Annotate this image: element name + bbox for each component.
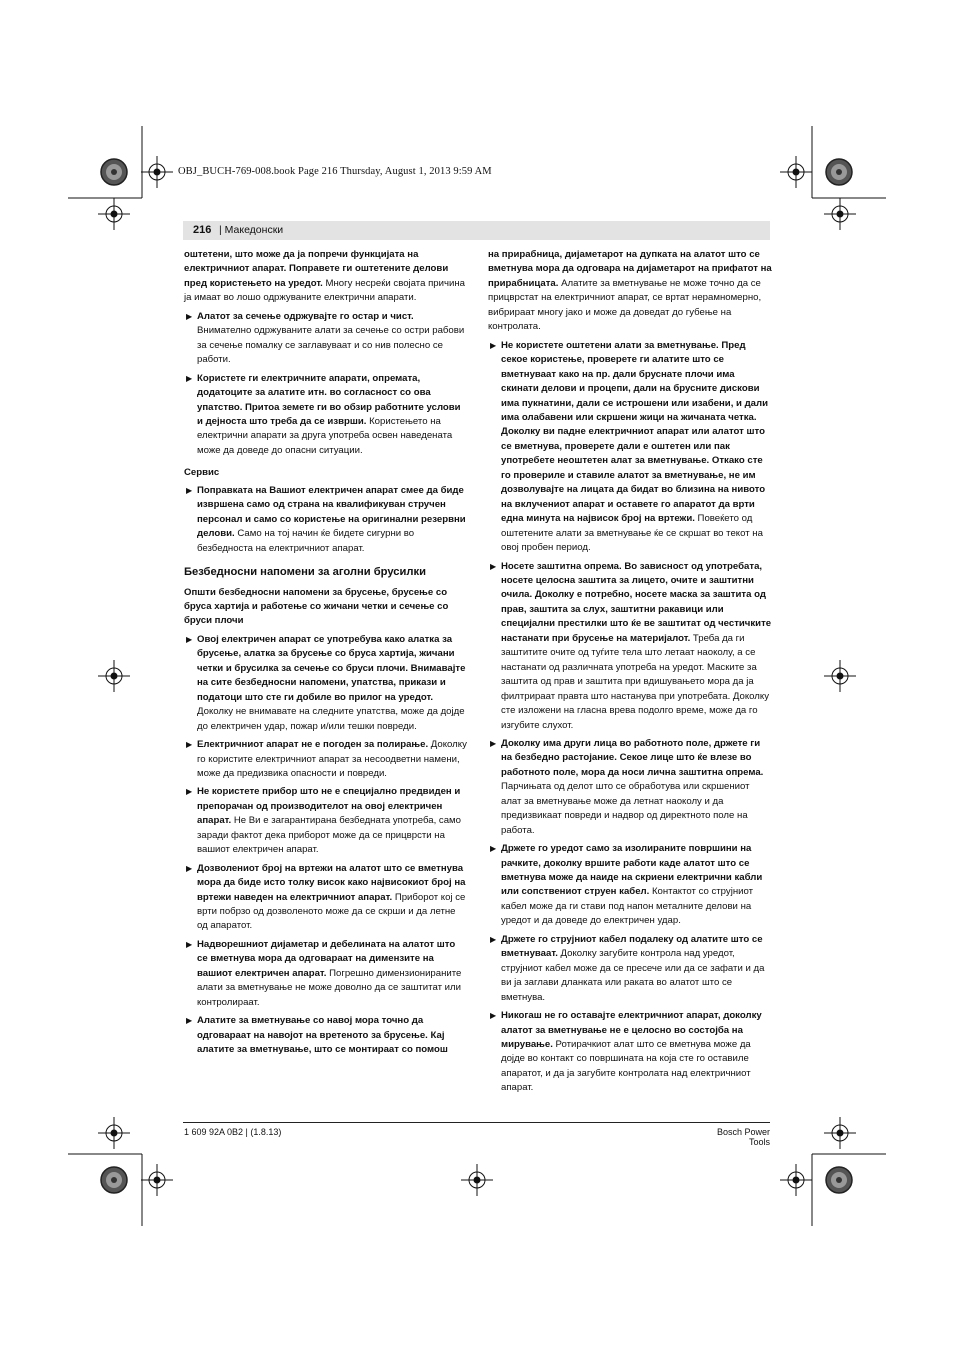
color-wheel-icon <box>826 1167 852 1193</box>
bullet-triangle-icon: ▶ <box>490 340 497 350</box>
footer-doc-number: 1 609 92A 0B2 | (1.8.13) <box>184 1127 282 1137</box>
list-item: ▶ Надворешниот дијаметар и дебелината на алатот што се вметнува мора да одговараат на димензите на вашиот електричен апарат. Погрешно димензионираните алати за вметнување не може доволно да се заштитат или контролираат. <box>186 938 462 1008</box>
list-item: ▶ Овој електричен апарат се употребува како алатка за брусење, алатка за брусење со бруса хартија, жичани четки и брусилка за сечење со бруси плочи. Внимавајте на сите безбедносни напомени, упатства, прикази и податоци што сте ги добиле во прилог на уредот. Доколку не внимавате на следните упатства, може да дојде до електричен удар, пожар и/или тешки повреди. <box>186 633 466 732</box>
bullet-triangle-icon: ▶ <box>490 561 497 571</box>
list-item: ▶ Носете заштитна опрема. Во зависност од употребата, носете целосна заштита за лицето, очите и заштитни очила. Доколку е потребно, носете маска за заштита од прав, заштита за слух, заштитни ракавици или специјални престилки што ќе ве заштитат од честичките настанати при брусење на материјалот. Треба да ги заштитите очите од туѓите тела што летаат наоколу, а се настанати од различната употреба на уредот. Маските за заштита од прав и заштита при вдишувањето мора да ја филтрираат правта што настанува при употребата. Доколку сте изложени на гласна врева подолго време, може да го изгубите слухот. <box>490 560 772 731</box>
list-item: ▶ Електричниот апарат не е погоден за полирање. Доколку го користите електричниот апарат за несоодветни намени, може да предизвика опасности и повреди. <box>186 739 467 779</box>
bullet-triangle-icon: ▶ <box>186 863 193 873</box>
right-column <box>488 248 772 1100</box>
list-item: ▶ Поправката на Вашиот електричен апарат смее да биде извршена само од страна на квалификуван стручен персонал и само со користење на оригинални резервни делови. Само на тој начин ќе бидете сигурни во безбедноста на електричниот апарат. <box>186 484 466 554</box>
crosshair-registration-icon <box>98 660 130 692</box>
list-item: ▶ Држете го струјниот кабел подалеку од алатите што се вметнуваат. Доколку загубите контрола над уредот, струјниот кабел може да се пресече или да се зафати и да ви ја заглави дланката или раката во алатот што се вметнува. <box>490 933 765 1003</box>
list-item: ▶ Користете ги електричните апарати, опремата, додатоците за алатите итн. во согласност со ова упатство. Притоа земете ги во обзир работните услови и дејноста што треба да се изврши. Користењето на електрични апарати за друга употреба освен наведената може да доведе до опасни ситуации. <box>186 372 461 456</box>
crosshair-registration-icon <box>824 1117 856 1149</box>
bullet-triangle-icon: ▶ <box>490 934 497 944</box>
list-item: ▶ Не користете оштетени алати за вметнување. Пред секое користење, проверете ги алатите што се вметнуваат како на пр. дали бруснате плочи има скинати делови и процепи, дали на брусните дискови има пукнатини, дали се истрошени или изабени, и дали има олабавени или скршени жици на жичаната четка. Доколку ви падне електричниот апарат или алатот што се вметнува, проверете дали е оштетен или пак употребете неоштетен алат за вметнување. Откако сте го провериле и ставиле алатот за вметнување, не им дозволувајте на лицата да бидат во близина на нивото на вклучениот апарат и оставете го апаратот да врти една минута на највисок број на вртежи. Повеќето од оштетените алати за вметнување ќе се скршат во текот на овој пробен период. <box>490 339 769 554</box>
crosshair-registration-icon <box>780 156 812 188</box>
footer-rule <box>183 1122 770 1123</box>
crosshair-registration-icon <box>824 198 856 230</box>
list-item: ▶ Доколку има други лица во работното поле, држете ги на безбедно растојание. Секое лице што ќе влезе во работното поле, мора да носи лична заштитна опрема. Парчињата од делот што се обработува или скршениот алат за вметнување може да летнат наоколу и да предизвикаат повреди и надвор од директното поле на работа. <box>490 737 764 836</box>
print-slug: OBJ_BUCH-769-008.book Page 216 Thursday, August 1, 2013 9:59 AM <box>178 166 492 177</box>
list-item: ▶ Дозволениот број на вртежи на алатот што се вметнува мора да биде исто толку висок како највисокиот број на вртежи наведен на електричниот апарат. Приборот кој се врти побрзо од дозволеното може да се скрши и да летне од апаратот. <box>186 862 466 932</box>
crosshair-registration-icon <box>824 660 856 692</box>
bullet-triangle-icon: ▶ <box>186 373 193 383</box>
section-heading: Безбедносни напомени за аголни брусилки <box>184 566 426 579</box>
crosshair-registration-icon <box>98 1117 130 1149</box>
crosshair-registration-icon <box>98 198 130 230</box>
left-column <box>184 248 468 1062</box>
list-item: ▶ Никогаш не го оставајте електричниот апарат, доколку алатот за вметнување не е целосно во состојба на мирување. Ротирачкиот алат што се вметнува може да дојде во контакт со површината на која сте го оставиле апаратот, и да ја загубите контролата над електричниот апарат. <box>490 1010 762 1094</box>
bullet-triangle-icon: ▶ <box>186 311 193 321</box>
crosshair-registration-icon <box>461 1164 493 1196</box>
bullet-triangle-icon: ▶ <box>186 485 193 495</box>
list-item: ▶ Алатите за вметнување со навој мора точно да одговараат на навојот на вретеното за брусење. Кај алатите за вметнување, што се монтираат со помош <box>186 1015 448 1056</box>
section-heading-service: Сервис <box>184 467 220 479</box>
crosshair-registration-icon <box>141 156 173 188</box>
bullet-triangle-icon: ▶ <box>490 738 497 748</box>
page-number: 216 <box>193 224 212 236</box>
crosshair-registration-icon <box>780 1164 812 1196</box>
subheading: Општи безбедносни напомени за брусење, брусење со бруса хартија и работење со жичани четки и сечење со бруси плочи <box>184 586 449 627</box>
language-name: Македонски <box>224 224 284 236</box>
bullet-triangle-icon: ▶ <box>490 844 497 854</box>
list-item: ▶ Не користете прибор што не е специјално предвиден и препорачан од производителот на овој електричен апарат. Не Ви е загарантирана безбедната употреба, само заради фактот дека приборот може да се прицврсти на вашиот електричен апарат. <box>186 786 461 856</box>
bullet-triangle-icon: ▶ <box>186 939 193 949</box>
page-header <box>183 221 770 240</box>
list-item: ▶ Држете го уредот само за изолираните површини на рачките, доколку вршите работи каде алатот што се вметнува може да наиде на скриени електрични кабли или сопствениот струен кабел. Контактот со струјниот кабел може да ги стави под напон металните делови на уредот и да доведе до електричен удар. <box>490 843 763 927</box>
list-item: ▶ Алатот за сечење одржувајте го остар и чист. Внимателно одржуваните алати за сечење со остри рабови за сечење помалку се заглавуваат и со нив полесно се работи. <box>186 310 465 366</box>
header-separator: | <box>219 224 222 236</box>
language-label <box>219 224 283 236</box>
bullet-triangle-icon: ▶ <box>186 740 193 750</box>
bullet-triangle-icon: ▶ <box>186 787 193 797</box>
color-wheel-icon <box>826 159 852 185</box>
bullet-triangle-icon: ▶ <box>186 634 193 644</box>
bullet-triangle-icon: ▶ <box>490 1011 497 1021</box>
bullet-triangle-icon: ▶ <box>186 1016 193 1026</box>
crosshair-registration-icon <box>141 1164 173 1196</box>
paragraph: оштетени, што може да ја попречи функцијата на електричниот апарат. Поправете ги оштетените делови пред користењето на уредот. Многу несреќи својата причина ја имаат во лошо одржуваните електрични апарати. <box>184 249 465 304</box>
color-wheel-icon <box>101 159 127 185</box>
color-wheel-icon <box>101 1167 127 1193</box>
paragraph: на прирабница, дијаметарот на дупката на алатот што се вметнува мора да одговара на дијаметарот на прифатот на прирабницата. Алатите за вметнување не може точно да се прицврстат на електричниот апарат, се вртат нерамномерно, вибрираат многу јако и може да доведат до губење на контролата. <box>488 249 772 333</box>
footer-brand: Bosch Power Tools <box>716 1127 770 1147</box>
